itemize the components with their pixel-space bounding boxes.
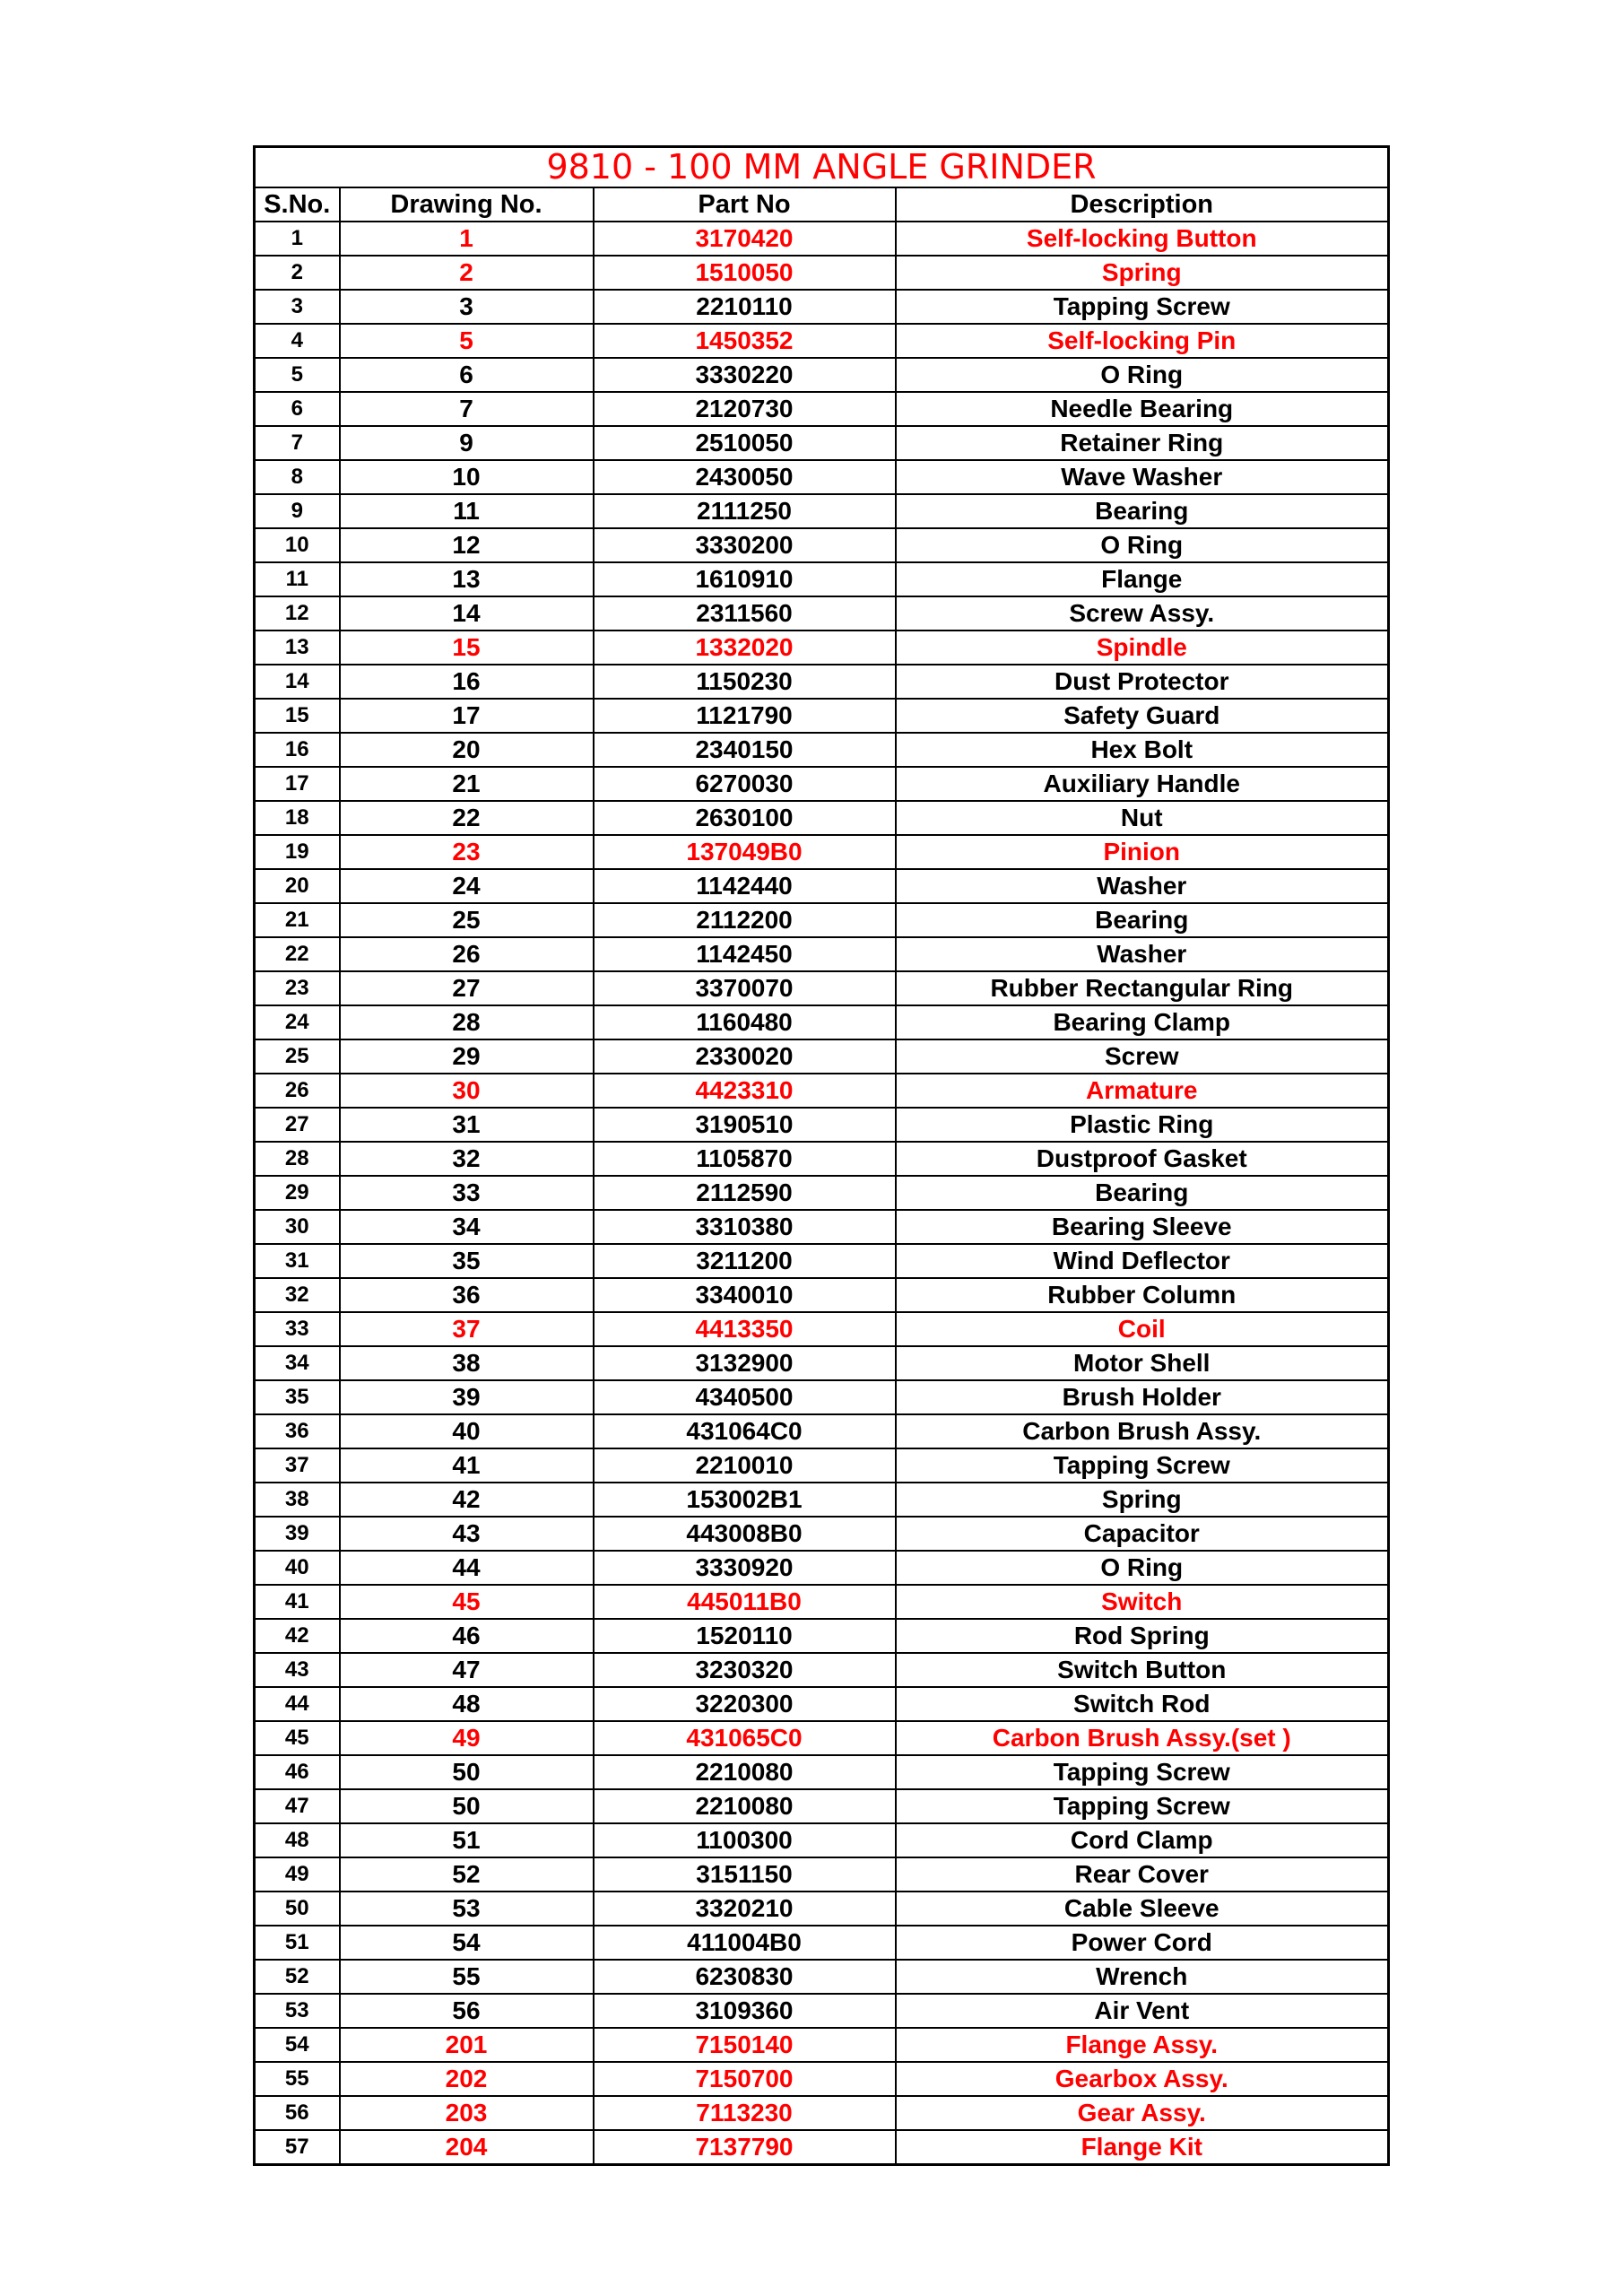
cell-drawing-no: 52 — [340, 1857, 594, 1892]
cell-sno: 13 — [255, 631, 340, 665]
cell-description: Rubber Column — [896, 1278, 1389, 1312]
table-row — [255, 2062, 1389, 2096]
cell-drawing-no: 12 — [340, 528, 594, 562]
cell-sno: 22 — [255, 937, 340, 971]
cell-part-no: 411004B0 — [594, 1926, 896, 1960]
cell-drawing-no: 32 — [340, 1142, 594, 1176]
cell-description: Spring — [896, 256, 1389, 290]
cell-drawing-no: 47 — [340, 1653, 594, 1687]
cell-part-no: 1520110 — [594, 1619, 896, 1653]
header-sno: S.No. — [255, 187, 340, 222]
cell-drawing-no: 53 — [340, 1892, 594, 1926]
table-row — [255, 494, 1389, 528]
cell-drawing-no: 40 — [340, 1414, 594, 1448]
cell-sno: 28 — [255, 1142, 340, 1176]
cell-drawing-no: 29 — [340, 1039, 594, 1074]
cell-part-no: 2340150 — [594, 733, 896, 767]
cell-part-no: 2210110 — [594, 290, 896, 324]
cell-sno: 39 — [255, 1517, 340, 1551]
table-row — [255, 767, 1389, 801]
cell-part-no: 1142450 — [594, 937, 896, 971]
table-row — [255, 1176, 1389, 1210]
cell-description: Washer — [896, 937, 1389, 971]
cell-sno: 47 — [255, 1789, 340, 1823]
cell-sno: 25 — [255, 1039, 340, 1074]
cell-sno: 46 — [255, 1755, 340, 1789]
cell-part-no: 2210080 — [594, 1755, 896, 1789]
cell-part-no: 3330920 — [594, 1551, 896, 1585]
table-row — [255, 1789, 1389, 1823]
cell-drawing-no: 31 — [340, 1108, 594, 1142]
table-row — [255, 1074, 1389, 1108]
table-row — [255, 1210, 1389, 1244]
cell-description: Carbon Brush Assy.(set ) — [896, 1721, 1389, 1755]
cell-sno: 20 — [255, 869, 340, 903]
cell-description: Wind Deflector — [896, 1244, 1389, 1278]
cell-description: Coil — [896, 1312, 1389, 1346]
cell-part-no: 1450352 — [594, 324, 896, 358]
cell-part-no: 2510050 — [594, 426, 896, 460]
cell-sno: 48 — [255, 1823, 340, 1857]
cell-drawing-no: 44 — [340, 1551, 594, 1585]
cell-drawing-no: 15 — [340, 631, 594, 665]
cell-sno: 19 — [255, 835, 340, 869]
cell-description: Wave Washer — [896, 460, 1389, 494]
cell-drawing-no: 203 — [340, 2096, 594, 2130]
cell-drawing-no: 10 — [340, 460, 594, 494]
parts-list-sheet — [253, 145, 1387, 2166]
cell-drawing-no: 201 — [340, 2028, 594, 2062]
cell-part-no: 1332020 — [594, 631, 896, 665]
cell-description: Flange Assy. — [896, 2028, 1389, 2062]
cell-sno: 23 — [255, 971, 340, 1005]
cell-description: Auxiliary Handle — [896, 767, 1389, 801]
cell-part-no: 2630100 — [594, 801, 896, 835]
cell-description: Rear Cover — [896, 1857, 1389, 1892]
cell-part-no: 443008B0 — [594, 1517, 896, 1551]
header-row — [255, 187, 1389, 222]
cell-description: Spring — [896, 1483, 1389, 1517]
cell-part-no: 2210010 — [594, 1448, 896, 1483]
table-row — [255, 971, 1389, 1005]
cell-description: Air Vent — [896, 1994, 1389, 2028]
cell-part-no: 4340500 — [594, 1380, 896, 1414]
table-row — [255, 665, 1389, 699]
table-row — [255, 1278, 1389, 1312]
cell-part-no: 2311560 — [594, 596, 896, 631]
table-row — [255, 1517, 1389, 1551]
cell-sno: 36 — [255, 1414, 340, 1448]
cell-drawing-no: 45 — [340, 1585, 594, 1619]
cell-drawing-no: 16 — [340, 665, 594, 699]
cell-drawing-no: 46 — [340, 1619, 594, 1653]
table-row — [255, 801, 1389, 835]
cell-sno: 52 — [255, 1960, 340, 1994]
cell-description: Dustproof Gasket — [896, 1142, 1389, 1176]
header-description: Description — [896, 187, 1389, 222]
cell-sno: 37 — [255, 1448, 340, 1483]
table-row — [255, 1551, 1389, 1585]
table-row — [255, 1142, 1389, 1176]
cell-sno: 3 — [255, 290, 340, 324]
cell-sno: 44 — [255, 1687, 340, 1721]
table-row — [255, 1039, 1389, 1074]
table-row — [255, 2096, 1389, 2130]
cell-part-no: 1142440 — [594, 869, 896, 903]
cell-description: Brush Holder — [896, 1380, 1389, 1414]
table-row — [255, 1926, 1389, 1960]
cell-description: Spindle — [896, 631, 1389, 665]
header-part-no: Part No — [594, 187, 896, 222]
table-row — [255, 835, 1389, 869]
cell-sno: 49 — [255, 1857, 340, 1892]
cell-drawing-no: 14 — [340, 596, 594, 631]
cell-drawing-no: 22 — [340, 801, 594, 835]
cell-part-no: 3190510 — [594, 1108, 896, 1142]
table-row — [255, 1892, 1389, 1926]
table-row — [255, 1994, 1389, 2028]
cell-drawing-no: 11 — [340, 494, 594, 528]
cell-part-no: 2210080 — [594, 1789, 896, 1823]
cell-sno: 43 — [255, 1653, 340, 1687]
cell-sno: 17 — [255, 767, 340, 801]
cell-part-no: 1121790 — [594, 699, 896, 733]
table-row — [255, 733, 1389, 767]
header-drawing-no: Drawing No. — [340, 187, 594, 222]
cell-description: Screw — [896, 1039, 1389, 1074]
table-row — [255, 392, 1389, 426]
cell-part-no: 2330020 — [594, 1039, 896, 1074]
cell-part-no: 6270030 — [594, 767, 896, 801]
cell-description: Gearbox Assy. — [896, 2062, 1389, 2096]
parts-table-body — [255, 222, 1389, 2165]
cell-part-no: 2112590 — [594, 1176, 896, 1210]
cell-part-no: 431064C0 — [594, 1414, 896, 1448]
cell-drawing-no: 1 — [340, 222, 594, 256]
table-row — [255, 699, 1389, 733]
cell-part-no: 3230320 — [594, 1653, 896, 1687]
table-row — [255, 1244, 1389, 1278]
table-row — [255, 1448, 1389, 1483]
table-row — [255, 869, 1389, 903]
cell-drawing-no: 48 — [340, 1687, 594, 1721]
cell-part-no: 431065C0 — [594, 1721, 896, 1755]
table-row — [255, 631, 1389, 665]
cell-sno: 21 — [255, 903, 340, 937]
table-row — [255, 1755, 1389, 1789]
cell-description: Nut — [896, 801, 1389, 835]
cell-description: Switch Button — [896, 1653, 1389, 1687]
table-row — [255, 1585, 1389, 1619]
cell-sno: 15 — [255, 699, 340, 733]
cell-drawing-no: 28 — [340, 1005, 594, 1039]
cell-sno: 4 — [255, 324, 340, 358]
table-row — [255, 596, 1389, 631]
cell-drawing-no: 7 — [340, 392, 594, 426]
table-row — [255, 324, 1389, 358]
cell-description: Tapping Screw — [896, 290, 1389, 324]
cell-drawing-no: 36 — [340, 1278, 594, 1312]
cell-description: Bearing Sleeve — [896, 1210, 1389, 1244]
table-row — [255, 2130, 1389, 2165]
cell-description: O Ring — [896, 1551, 1389, 1585]
cell-sno: 27 — [255, 1108, 340, 1142]
cell-drawing-no: 20 — [340, 733, 594, 767]
cell-description: Self-locking Button — [896, 222, 1389, 256]
cell-part-no: 2112200 — [594, 903, 896, 937]
cell-drawing-no: 25 — [340, 903, 594, 937]
cell-drawing-no: 50 — [340, 1789, 594, 1823]
cell-sno: 29 — [255, 1176, 340, 1210]
cell-sno: 41 — [255, 1585, 340, 1619]
cell-sno: 32 — [255, 1278, 340, 1312]
cell-drawing-no: 27 — [340, 971, 594, 1005]
cell-description: Switch — [896, 1585, 1389, 1619]
cell-description: Retainer Ring — [896, 426, 1389, 460]
table-row — [255, 903, 1389, 937]
cell-description: Pinion — [896, 835, 1389, 869]
cell-drawing-no: 33 — [340, 1176, 594, 1210]
cell-description: Screw Assy. — [896, 596, 1389, 631]
cell-part-no: 153002B1 — [594, 1483, 896, 1517]
cell-sno: 45 — [255, 1721, 340, 1755]
table-row — [255, 1619, 1389, 1653]
cell-sno: 53 — [255, 1994, 340, 2028]
cell-part-no: 2430050 — [594, 460, 896, 494]
cell-part-no: 3170420 — [594, 222, 896, 256]
table-row — [255, 1312, 1389, 1346]
cell-description: Flange — [896, 562, 1389, 596]
cell-sno: 24 — [255, 1005, 340, 1039]
cell-drawing-no: 56 — [340, 1994, 594, 2028]
table-row — [255, 937, 1389, 971]
cell-sno: 12 — [255, 596, 340, 631]
cell-drawing-no: 202 — [340, 2062, 594, 2096]
cell-description: Rod Spring — [896, 1619, 1389, 1653]
cell-drawing-no: 13 — [340, 562, 594, 596]
document-title: 9810 - 100 MM ANGLE GRINDER — [255, 147, 1389, 188]
cell-sno: 57 — [255, 2130, 340, 2165]
cell-part-no: 2111250 — [594, 494, 896, 528]
cell-drawing-no: 34 — [340, 1210, 594, 1244]
cell-sno: 30 — [255, 1210, 340, 1244]
cell-description: Bearing Clamp — [896, 1005, 1389, 1039]
cell-description: Self-locking Pin — [896, 324, 1389, 358]
table-row — [255, 528, 1389, 562]
table-row — [255, 1653, 1389, 1687]
cell-part-no: 7150140 — [594, 2028, 896, 2062]
cell-description: Safety Guard — [896, 699, 1389, 733]
cell-drawing-no: 41 — [340, 1448, 594, 1483]
cell-description: Washer — [896, 869, 1389, 903]
cell-drawing-no: 39 — [340, 1380, 594, 1414]
cell-description: O Ring — [896, 528, 1389, 562]
cell-part-no: 1150230 — [594, 665, 896, 699]
cell-sno: 31 — [255, 1244, 340, 1278]
cell-part-no: 7113230 — [594, 2096, 896, 2130]
cell-part-no: 6230830 — [594, 1960, 896, 1994]
cell-sno: 8 — [255, 460, 340, 494]
cell-sno: 18 — [255, 801, 340, 835]
cell-description: Motor Shell — [896, 1346, 1389, 1380]
cell-description: Dust Protector — [896, 665, 1389, 699]
cell-description: Tapping Screw — [896, 1789, 1389, 1823]
cell-part-no: 3310380 — [594, 1210, 896, 1244]
cell-drawing-no: 51 — [340, 1823, 594, 1857]
table-row — [255, 1857, 1389, 1892]
table-row — [255, 1414, 1389, 1448]
cell-description: Bearing — [896, 903, 1389, 937]
cell-part-no: 7150700 — [594, 2062, 896, 2096]
cell-description: Wrench — [896, 1960, 1389, 1994]
cell-description: Tapping Screw — [896, 1755, 1389, 1789]
cell-part-no: 3151150 — [594, 1857, 896, 1892]
table-row — [255, 1108, 1389, 1142]
cell-drawing-no: 9 — [340, 426, 594, 460]
cell-drawing-no: 38 — [340, 1346, 594, 1380]
cell-sno: 14 — [255, 665, 340, 699]
table-row — [255, 426, 1389, 460]
cell-sno: 10 — [255, 528, 340, 562]
cell-part-no: 445011B0 — [594, 1585, 896, 1619]
table-row — [255, 2028, 1389, 2062]
cell-sno: 2 — [255, 256, 340, 290]
table-row — [255, 358, 1389, 392]
cell-part-no: 3370070 — [594, 971, 896, 1005]
cell-sno: 33 — [255, 1312, 340, 1346]
cell-description: Capacitor — [896, 1517, 1389, 1551]
cell-sno: 56 — [255, 2096, 340, 2130]
parts-table — [253, 145, 1390, 2166]
cell-description: Bearing — [896, 1176, 1389, 1210]
cell-description: Bearing — [896, 494, 1389, 528]
cell-description: Gear Assy. — [896, 2096, 1389, 2130]
cell-part-no: 3340010 — [594, 1278, 896, 1312]
cell-sno: 50 — [255, 1892, 340, 1926]
cell-part-no: 1100300 — [594, 1823, 896, 1857]
cell-drawing-no: 24 — [340, 869, 594, 903]
cell-description: Armature — [896, 1074, 1389, 1108]
cell-part-no: 1510050 — [594, 256, 896, 290]
cell-description: Cord Clamp — [896, 1823, 1389, 1857]
cell-sno: 5 — [255, 358, 340, 392]
cell-part-no: 3109360 — [594, 1994, 896, 2028]
cell-sno: 1 — [255, 222, 340, 256]
cell-description: Power Cord — [896, 1926, 1389, 1960]
cell-part-no: 137049B0 — [594, 835, 896, 869]
table-row — [255, 1005, 1389, 1039]
table-row — [255, 256, 1389, 290]
cell-description: Cable Sleeve — [896, 1892, 1389, 1926]
table-row — [255, 1483, 1389, 1517]
cell-description: Carbon Brush Assy. — [896, 1414, 1389, 1448]
cell-description: Tapping Screw — [896, 1448, 1389, 1483]
cell-part-no: 1160480 — [594, 1005, 896, 1039]
cell-part-no: 3330200 — [594, 528, 896, 562]
cell-part-no: 3330220 — [594, 358, 896, 392]
cell-drawing-no: 42 — [340, 1483, 594, 1517]
table-row — [255, 562, 1389, 596]
cell-sno: 42 — [255, 1619, 340, 1653]
table-row — [255, 1721, 1389, 1755]
table-row — [255, 1380, 1389, 1414]
cell-sno: 6 — [255, 392, 340, 426]
table-row — [255, 460, 1389, 494]
cell-drawing-no: 6 — [340, 358, 594, 392]
cell-sno: 7 — [255, 426, 340, 460]
cell-drawing-no: 37 — [340, 1312, 594, 1346]
cell-drawing-no: 2 — [340, 256, 594, 290]
cell-description: Hex Bolt — [896, 733, 1389, 767]
cell-sno: 55 — [255, 2062, 340, 2096]
cell-sno: 34 — [255, 1346, 340, 1380]
cell-part-no: 1105870 — [594, 1142, 896, 1176]
cell-part-no: 2120730 — [594, 392, 896, 426]
table-row — [255, 222, 1389, 256]
cell-description: Needle Bearing — [896, 392, 1389, 426]
cell-sno: 9 — [255, 494, 340, 528]
cell-sno: 26 — [255, 1074, 340, 1108]
cell-drawing-no: 55 — [340, 1960, 594, 1994]
table-row — [255, 1687, 1389, 1721]
cell-sno: 54 — [255, 2028, 340, 2062]
table-row — [255, 1346, 1389, 1380]
cell-drawing-no: 23 — [340, 835, 594, 869]
cell-sno: 51 — [255, 1926, 340, 1960]
cell-part-no: 3220300 — [594, 1687, 896, 1721]
cell-sno: 35 — [255, 1380, 340, 1414]
cell-description: Rubber Rectangular Ring — [896, 971, 1389, 1005]
cell-sno: 40 — [255, 1551, 340, 1585]
cell-drawing-no: 21 — [340, 767, 594, 801]
cell-description: Switch Rod — [896, 1687, 1389, 1721]
table-row — [255, 1960, 1389, 1994]
table-row — [255, 290, 1389, 324]
cell-drawing-no: 49 — [340, 1721, 594, 1755]
cell-sno: 38 — [255, 1483, 340, 1517]
cell-part-no: 3320210 — [594, 1892, 896, 1926]
cell-part-no: 3211200 — [594, 1244, 896, 1278]
cell-part-no: 4423310 — [594, 1074, 896, 1108]
cell-drawing-no: 5 — [340, 324, 594, 358]
cell-part-no: 7137790 — [594, 2130, 896, 2165]
cell-drawing-no: 3 — [340, 290, 594, 324]
cell-description: Flange Kit — [896, 2130, 1389, 2165]
cell-drawing-no: 54 — [340, 1926, 594, 1960]
cell-drawing-no: 35 — [340, 1244, 594, 1278]
cell-drawing-no: 30 — [340, 1074, 594, 1108]
cell-drawing-no: 43 — [340, 1517, 594, 1551]
cell-part-no: 1610910 — [594, 562, 896, 596]
cell-part-no: 3132900 — [594, 1346, 896, 1380]
cell-drawing-no: 204 — [340, 2130, 594, 2165]
cell-description: Plastic Ring — [896, 1108, 1389, 1142]
cell-sno: 11 — [255, 562, 340, 596]
cell-description: O Ring — [896, 358, 1389, 392]
title-row — [255, 147, 1389, 188]
cell-drawing-no: 17 — [340, 699, 594, 733]
cell-sno: 16 — [255, 733, 340, 767]
cell-drawing-no: 50 — [340, 1755, 594, 1789]
cell-drawing-no: 26 — [340, 937, 594, 971]
table-row — [255, 1823, 1389, 1857]
cell-part-no: 4413350 — [594, 1312, 896, 1346]
